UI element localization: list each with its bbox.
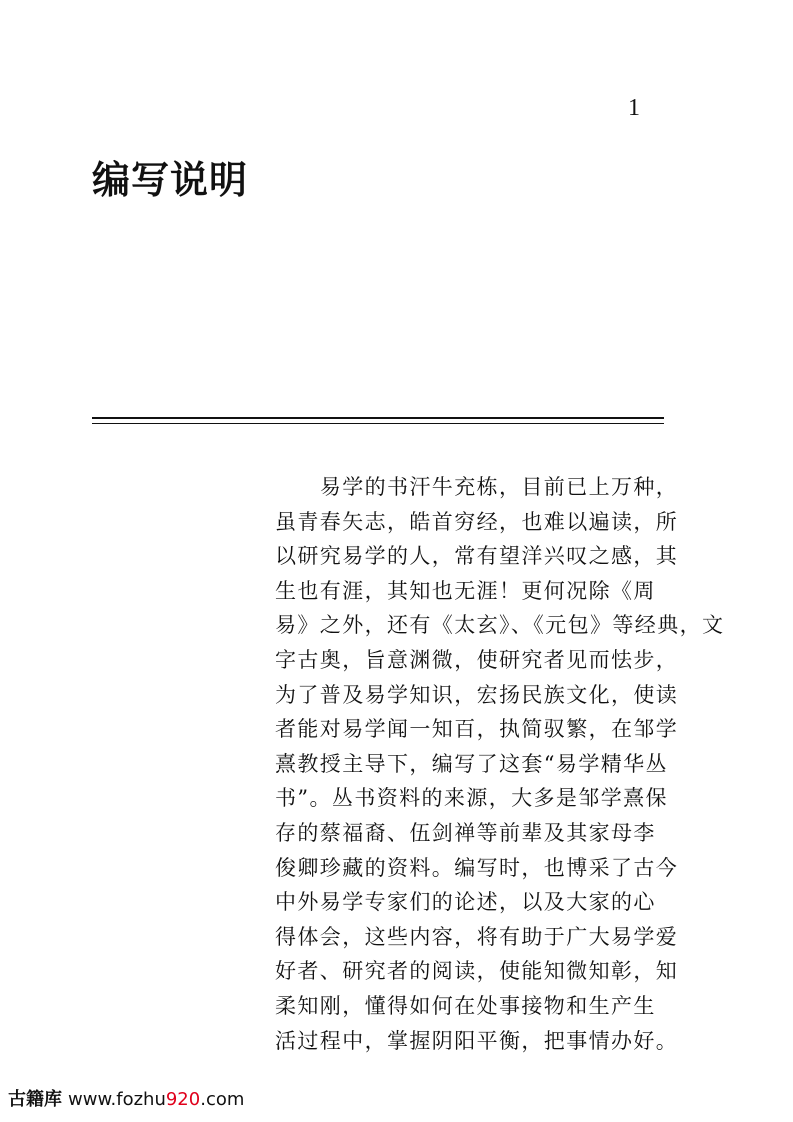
divider-thick	[92, 417, 664, 419]
text-line: 为了普及易学知识，宏扬民族文化，使读	[275, 682, 679, 707]
page-number: 1	[628, 95, 640, 121]
text-line: 熹教授主导下，编写了这套“易学精华丛	[275, 751, 668, 776]
text-line: 书”。丛书资料的来源，大多是邹学熹保	[275, 786, 668, 811]
text-line: 生也有涯，其知也无涯！更何况除《周	[275, 578, 656, 603]
text-line: 者能对易学闻一知百，执简驭繁，在邹学	[275, 717, 679, 742]
watermark	[8, 1088, 244, 1112]
text-line: 以研究易学的人，常有望洋兴叹之感，其	[275, 544, 679, 569]
text-line: 得体会，这些内容，将有助于广大易学爱	[275, 924, 679, 949]
text-line: 活过程中，掌握阴阳平衡，把事情办好。	[275, 1028, 679, 1053]
watermark-url-number: 920	[165, 1089, 201, 1110]
text-line: 好者、研究者的阅读，使能知微知彰，知	[275, 959, 679, 984]
text-line: 俊卿珍藏的资料。编写时，也博采了古今	[275, 855, 679, 880]
text-line: 易学的书汗牛充栋，目前已上万种，	[275, 475, 679, 499]
text-line: 存的蔡福裔、伍剑禅等前辈及其家母李	[275, 820, 656, 845]
text-line: 易》之外，还有《太玄》、《元包》等经典，文	[275, 613, 725, 638]
text-line: 中外易学专家们的论述，以及大家的心	[275, 890, 656, 915]
watermark-url-suffix: .com	[200, 1089, 245, 1110]
page-title: 编写说明	[92, 158, 249, 202]
text-line: 字古奥，旨意渊微，使研究者见而怯步，	[275, 647, 679, 672]
text-line: 虽青春矢志，皓首穷经，也难以遍读，所	[275, 509, 679, 534]
divider-thin	[92, 423, 664, 424]
text-line: 柔知刚，懂得如何在处事接物和生产生	[275, 993, 656, 1018]
watermark-url-prefix: www.fozhu	[68, 1089, 166, 1110]
watermark-brand: 古籍库	[8, 1089, 62, 1110]
body-paragraph	[275, 470, 725, 1058]
